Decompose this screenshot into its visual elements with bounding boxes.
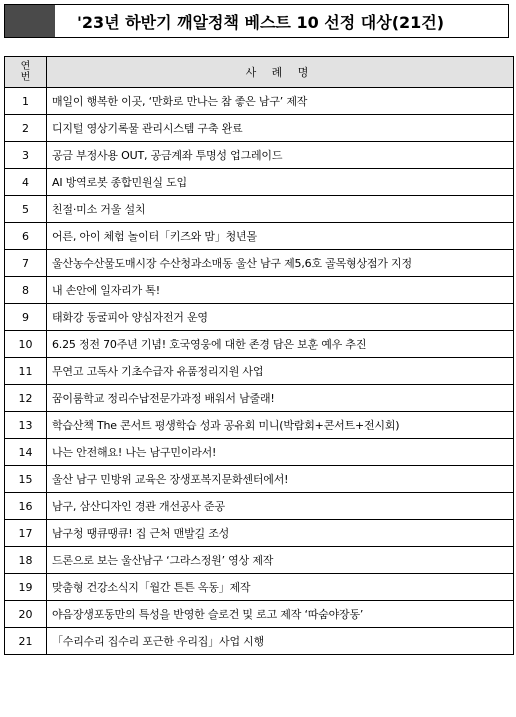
row-number: 6 [5,223,47,250]
table-row [5,277,514,304]
row-case-name: 공금 부정사용 OUT, 공금계좌 투명성 업그레이드 [47,142,514,169]
table-row [5,169,514,196]
row-case-name: 야음장생포동만의 특성을 반영한 슬로건 및 로고 제작 ‘따숨야장동’ [47,601,514,628]
table-row [5,331,514,358]
row-case-name: 태화강 동굴피아 양심자전거 운영 [47,304,514,331]
table-row [5,493,514,520]
row-number: 3 [5,142,47,169]
row-case-name: 친절·미소 거울 설치 [47,196,514,223]
table-row [5,88,514,115]
row-number: 7 [5,250,47,277]
table-row [5,466,514,493]
row-case-name: 「수리수리 집수리 포근한 우리집」사업 시행 [47,628,514,655]
table-row [5,142,514,169]
header-no [5,57,47,88]
table-row [5,628,514,655]
row-number: 8 [5,277,47,304]
row-case-name: 매일이 행복한 이곳, ‘만화로 만나는 참 좋은 남구’ 제작 [47,88,514,115]
row-number: 11 [5,358,47,385]
row-case-name: 맞춤형 건강소식지「월간 튼튼 옥동」제작 [47,574,514,601]
row-case-name: 6.25 정전 70주년 기념! 호국영웅에 대한 존경 담은 보훈 예우 추진 [47,331,514,358]
row-case-name: 남구청 땡큐땡큐! 집 근처 맨발길 조성 [47,520,514,547]
table-row [5,223,514,250]
row-number: 15 [5,466,47,493]
row-number: 16 [5,493,47,520]
row-case-name: 울산 남구 민방위 교육은 장생포복지문화센터에서! [47,466,514,493]
row-number: 13 [5,412,47,439]
cases-table [4,56,514,655]
row-number: 10 [5,331,47,358]
row-number: 2 [5,115,47,142]
row-case-name: 나는 안전해요! 나는 남구민이라서! [47,439,514,466]
title-box [4,4,509,38]
row-case-name: 디지털 영상기록물 관리시스템 구축 완료 [47,115,514,142]
row-number: 21 [5,628,47,655]
row-case-name: 내 손안에 일자리가 톡! [47,277,514,304]
page-title: '23년 하반기 깨알정책 베스트 10 선정 대상(21건) [77,12,445,32]
table-row [5,520,514,547]
header-name: 사 례 명 [47,57,514,88]
table-row [5,601,514,628]
header-no-line1: 연 [20,61,31,72]
table-row [5,304,514,331]
row-number: 19 [5,574,47,601]
table-row [5,574,514,601]
table-row [5,250,514,277]
row-case-name: 울산농수산물도매시장 수산청과소매동 울산 남구 제5,6호 골목형상점가 지정 [47,250,514,277]
row-number: 12 [5,385,47,412]
row-number: 20 [5,601,47,628]
table-row [5,412,514,439]
table-row [5,547,514,574]
row-case-name: 드론으로 보는 울산남구 ‘그라스정원’ 영상 제작 [47,547,514,574]
row-number: 9 [5,304,47,331]
row-number: 17 [5,520,47,547]
row-number: 4 [5,169,47,196]
row-case-name: 남구, 삼산디자인 경관 개선공사 준공 [47,493,514,520]
row-number: 14 [5,439,47,466]
row-case-name: AI 방역로봇 종합민원실 도입 [47,169,514,196]
row-case-name: 어른, 아이 체험 놀이터「키즈와 맘」청년몰 [47,223,514,250]
title-accent-bar [5,5,55,37]
row-number: 5 [5,196,47,223]
table-row [5,358,514,385]
table-row [5,196,514,223]
row-case-name: 학습산책 The 콘서트 평생학습 성과 공유회 미니(박람회+콘서트+전시회) [47,412,514,439]
table-header-row [5,57,514,88]
row-case-name: 무연고 고독사 기초수급자 유품정리지원 사업 [47,358,514,385]
row-case-name: 꿈이룸학교 정리수납전문가과정 배워서 남줄래! [47,385,514,412]
table-row [5,439,514,466]
row-number: 1 [5,88,47,115]
row-number: 18 [5,547,47,574]
table-row [5,385,514,412]
table-row [5,115,514,142]
header-no-line2: 번 [20,72,31,83]
